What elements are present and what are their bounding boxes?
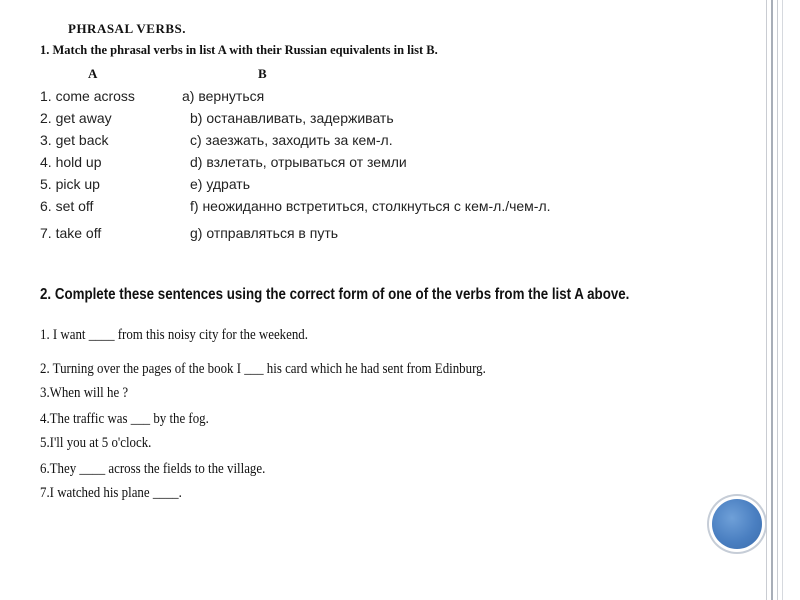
sentence-item: 4.The traffic was ___ by the fog. [40,411,209,427]
task-2-instruction: 2. Complete these sentences using the correct form of one of the verbs from the list A above. [40,286,630,303]
column-b-header: B [258,66,267,81]
frame-line [766,0,767,600]
phrasal-verb-item: 6. set off [40,198,94,214]
russian-equivalent-item: f) неожиданно встретиться, столкнуться с кем-л./чем-л. [190,198,551,214]
column-a-header: A [88,66,98,81]
task-1-instruction: 1. Match the phrasal verbs in list A with their Russian equivalents in list B. [40,43,438,57]
sentence-item: 5.I'll you at 5 o'clock. [40,435,152,451]
frame-line [771,0,773,600]
sentence-item: 3.When will he ? [40,385,129,401]
phrasal-verb-item: 1. come across [40,88,135,104]
frame-line [782,0,783,600]
phrasal-verb-item: 5. pick up [40,176,100,192]
phrasal-verb-item: 3. get back [40,132,109,148]
russian-equivalent-item: g) отправляться в путь [190,225,339,241]
decorative-circle [712,499,762,549]
sentence-item: 2. Turning over the pages of the book I ___ his card which he had sent from Edinburg. [40,361,486,377]
frame-line [777,0,778,600]
phrasal-verb-item: 7. take off [40,225,102,241]
russian-equivalent-item: c) заезжать, заходить за кем-л. [190,132,393,148]
sentence-item: 7.I watched his plane ____. [40,485,182,501]
phrasal-verb-item: 2. get away [40,110,112,126]
sentence-item: 1. I want ____ from this noisy city for the weekend. [40,327,308,343]
page-title: PHRASAL VERBS. [68,21,187,36]
russian-equivalent-item: b) останавливать, задерживать [190,110,394,126]
russian-equivalent-item: d) взлетать, отрываться от земли [190,154,407,170]
phrasal-verb-item: 4. hold up [40,154,102,170]
russian-equivalent-item: e) удрать [190,176,251,192]
russian-equivalent-item: a) вернуться [182,88,265,104]
sentence-item: 6.They ____ across the fields to the village. [40,461,266,477]
